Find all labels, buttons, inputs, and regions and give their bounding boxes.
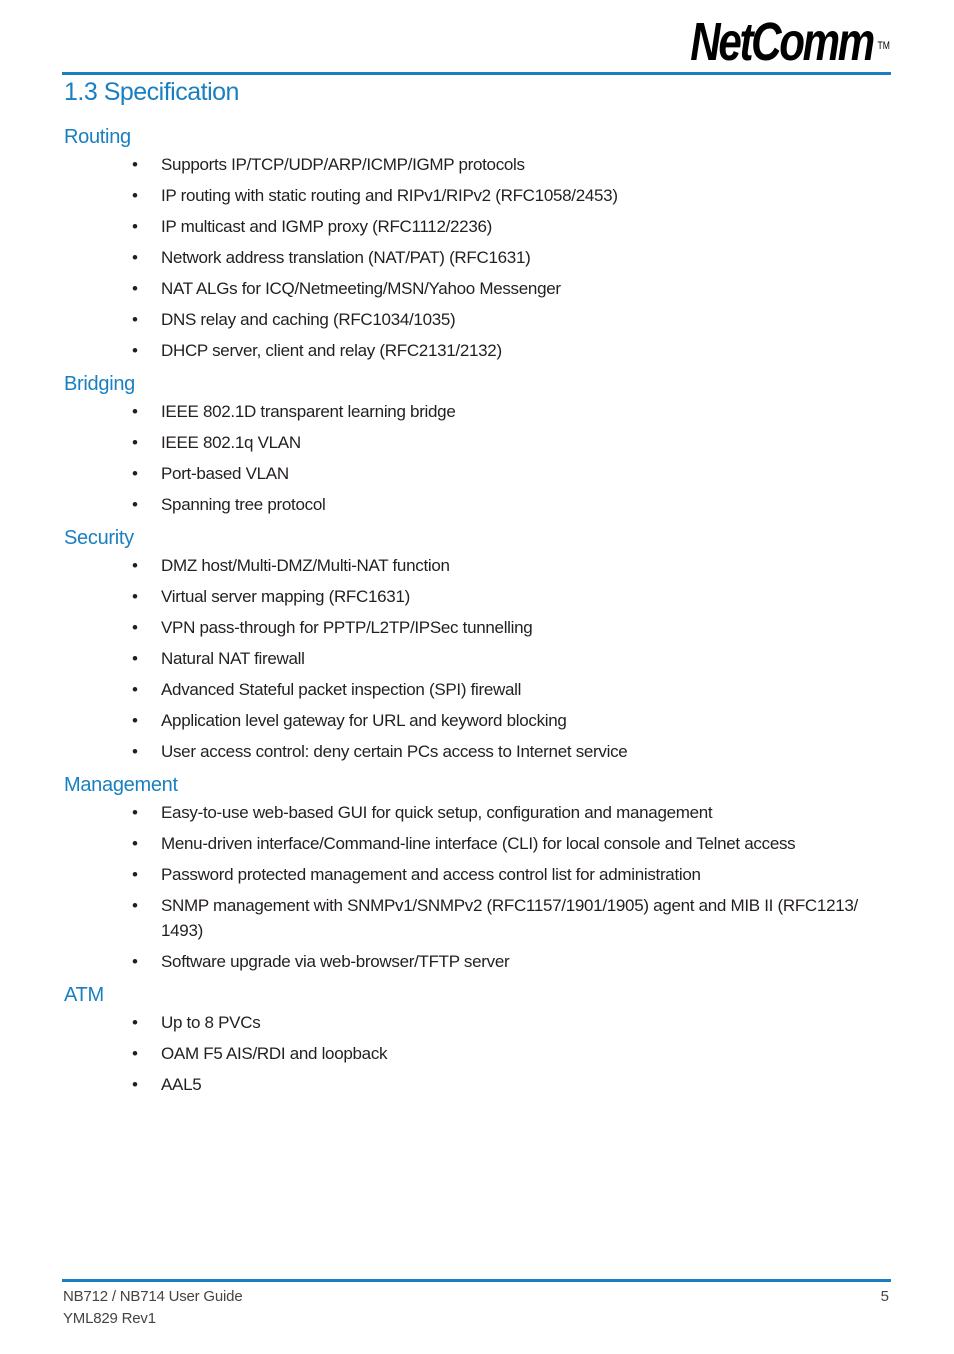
list-item: • Supports IP/TCP/UDP/ARP/ICMP/IGMP protocols — [64, 152, 864, 177]
list-item: • Network address translation (NAT/PAT) (RFC1631) — [64, 245, 864, 270]
list-item: • DNS relay and caching (RFC1034/1035) — [64, 307, 864, 332]
list-item: • IP routing with static routing and RIPv1/RIPv2 (RFC1058/2453) — [64, 183, 864, 208]
footer-rule — [62, 1279, 891, 1282]
list-item: • IEEE 802.1q VLAN — [64, 430, 864, 455]
section-heading: Security — [64, 527, 134, 549]
bullet-list — [64, 553, 864, 764]
trademark-mark: TM — [877, 40, 890, 52]
section-heading: ATM — [64, 984, 104, 1006]
bullet-list — [64, 800, 864, 974]
list-item: • Up to 8 PVCs — [64, 1010, 864, 1035]
list-item: • DMZ host/Multi-DMZ/Multi-NAT function — [64, 553, 864, 578]
page-title: 1.3 Specification — [64, 78, 239, 106]
list-item: • Password protected management and access control list for administration — [64, 862, 864, 887]
list-item: • NAT ALGs for ICQ/Netmeeting/MSN/Yahoo Messenger — [64, 276, 864, 301]
section-bridging — [64, 369, 864, 517]
header-rule — [62, 72, 891, 75]
section-routing — [64, 122, 864, 363]
section-heading: Routing — [64, 126, 131, 148]
footer-guide-title: NB712 / NB714 User Guide — [63, 1288, 243, 1305]
netcomm-logo: NetComm ™ — [690, 12, 890, 72]
list-item: • Natural NAT firewall — [64, 646, 864, 671]
list-item: • Application level gateway for URL and keyword blocking — [64, 708, 864, 733]
list-item: • IP multicast and IGMP proxy (RFC1112/2236) — [64, 214, 864, 239]
list-item: • Virtual server mapping (RFC1631) — [64, 584, 864, 609]
section-atm — [64, 980, 864, 1097]
page-number: 5 — [880, 1288, 889, 1305]
list-item: • AAL5 — [64, 1072, 864, 1097]
section-security — [64, 523, 864, 764]
list-item: • IEEE 802.1D transparent learning bridge — [64, 399, 864, 424]
list-item: • VPN pass-through for PPTP/L2TP/IPSec tunnelling — [64, 615, 864, 640]
list-item: • Advanced Stateful packet inspection (SPI) firewall — [64, 677, 864, 702]
list-item: • OAM F5 AIS/RDI and loopback — [64, 1041, 864, 1066]
bullet-list — [64, 152, 864, 363]
section-heading: Management — [64, 774, 178, 796]
section-heading: Bridging — [64, 373, 135, 395]
spec-content — [64, 122, 864, 1103]
bullet-list — [64, 1010, 864, 1097]
list-item: • User access control: deny certain PCs access to Internet service — [64, 739, 864, 764]
list-item: • Easy-to-use web-based GUI for quick setup, configuration and management — [64, 800, 864, 825]
list-item: • SNMP management with SNMPv1/SNMPv2 (RFC1157/1901/1905) agent and MIB II (RFC1213/ 1493) — [64, 893, 864, 943]
bullet-list — [64, 399, 864, 517]
list-item: • DHCP server, client and relay (RFC2131/2132) — [64, 338, 864, 363]
list-item: • Port-based VLAN — [64, 461, 864, 486]
list-item: • Software upgrade via web-browser/TFTP server — [64, 949, 864, 974]
section-management — [64, 770, 864, 974]
footer-revision: YML829 Rev1 — [63, 1310, 156, 1327]
list-item: • Spanning tree protocol — [64, 492, 864, 517]
list-item: • Menu-driven interface/Command-line interface (CLI) for local console and Telnet access — [64, 831, 864, 856]
footer-info — [63, 1286, 242, 1330]
